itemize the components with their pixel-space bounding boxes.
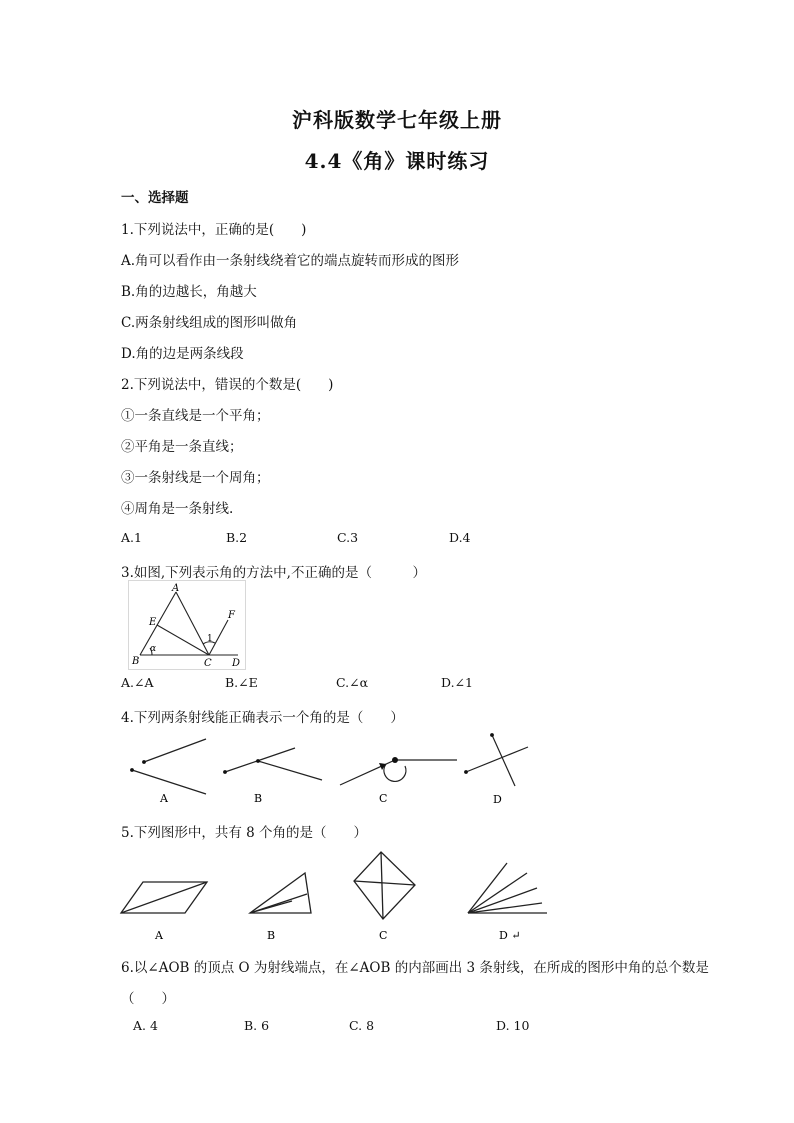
q3-choice-a: A.∠A (121, 675, 154, 690)
q2-statement-2: ②平角是一条直线； (121, 439, 243, 455)
q3-triangle-figure (128, 580, 246, 670)
q6-choice-c: C. 8 (349, 1018, 375, 1033)
q4-label-a: A (160, 792, 168, 805)
q2-choice-b: B.2 (226, 530, 248, 545)
q3-label-alpha: α (150, 644, 157, 654)
q3-choice-c: C.∠α (336, 675, 369, 690)
q6-stem-line2: （ ） (121, 991, 175, 1007)
q6-choice-a: A. 4 (133, 1018, 158, 1033)
q3-choice-d: D.∠1 (441, 675, 473, 690)
q2-statement-1: ①一条直线是一个平角； (121, 408, 270, 424)
q3-label-1: 1 (207, 634, 213, 644)
q2-choice-a: A.1 (121, 530, 142, 545)
q4-stem: 4.下列两条射线能正确表示一个角的是（ ） (121, 710, 404, 726)
q5-shapes-figure (115, 845, 565, 945)
q2-statement-4: ④周角是一条射线. (121, 501, 234, 517)
q3-choice-b: B.∠E (225, 675, 258, 690)
q3-stem: 3.如图,下列表示角的方法中,不正确的是（ ） (121, 565, 426, 581)
q3-label-f: F (228, 610, 235, 621)
q2-stem: 2.下列说法中，错误的个数是( ) (121, 377, 334, 393)
q3-label-e: E (149, 617, 157, 628)
q3-label-b: B (132, 656, 140, 667)
section-title: 一、选择题 (121, 190, 189, 206)
q2-choice-c: C.3 (337, 530, 359, 545)
q5-label-c: C (379, 929, 388, 942)
q2-choice-d: D.4 (449, 530, 471, 545)
q6-stem-line1: 6.以∠AOB 的顶点 O 为射线端点，在∠AOB 的内部画出 3 条射线，在所成的图形中角的总个数是 (121, 960, 709, 976)
q1-choice-b: B.角的边越长，角越大 (121, 284, 257, 300)
q3-label-d: D (232, 658, 241, 669)
document-subtitle: 4.4《角》课时练习 (304, 149, 490, 173)
q4-rays-figure (120, 730, 540, 810)
q1-choice-c: C.两条射线组成的图形叫做角 (121, 315, 298, 331)
q6-choice-d: D. 10 (496, 1018, 530, 1033)
q3-label-c: C (204, 658, 212, 669)
q1-choice-d: D.角的边是两条线段 (121, 346, 244, 362)
q5-label-d: D ↵ (499, 929, 521, 942)
q4-label-d: D (493, 793, 502, 806)
q5-label-b: B (267, 929, 276, 942)
q1-choice-a: A.角可以看作由一条射线绕着它的端点旋转而形成的图形 (121, 253, 460, 269)
q5-stem: 5.下列图形中，共有 8 个角的是（ ） (121, 825, 368, 841)
document-title: 沪科版数学七年级上册 (292, 108, 502, 132)
q4-label-c: C (379, 792, 388, 805)
q1-stem: 1.下列说法中，正确的是( ) (121, 222, 307, 238)
q4-label-b: B (254, 792, 263, 805)
q3-label-a: A (172, 583, 180, 594)
q6-choice-b: B. 6 (244, 1018, 270, 1033)
q2-statement-3: ③一条射线是一个周角； (121, 470, 270, 486)
q5-label-a: A (155, 929, 163, 942)
